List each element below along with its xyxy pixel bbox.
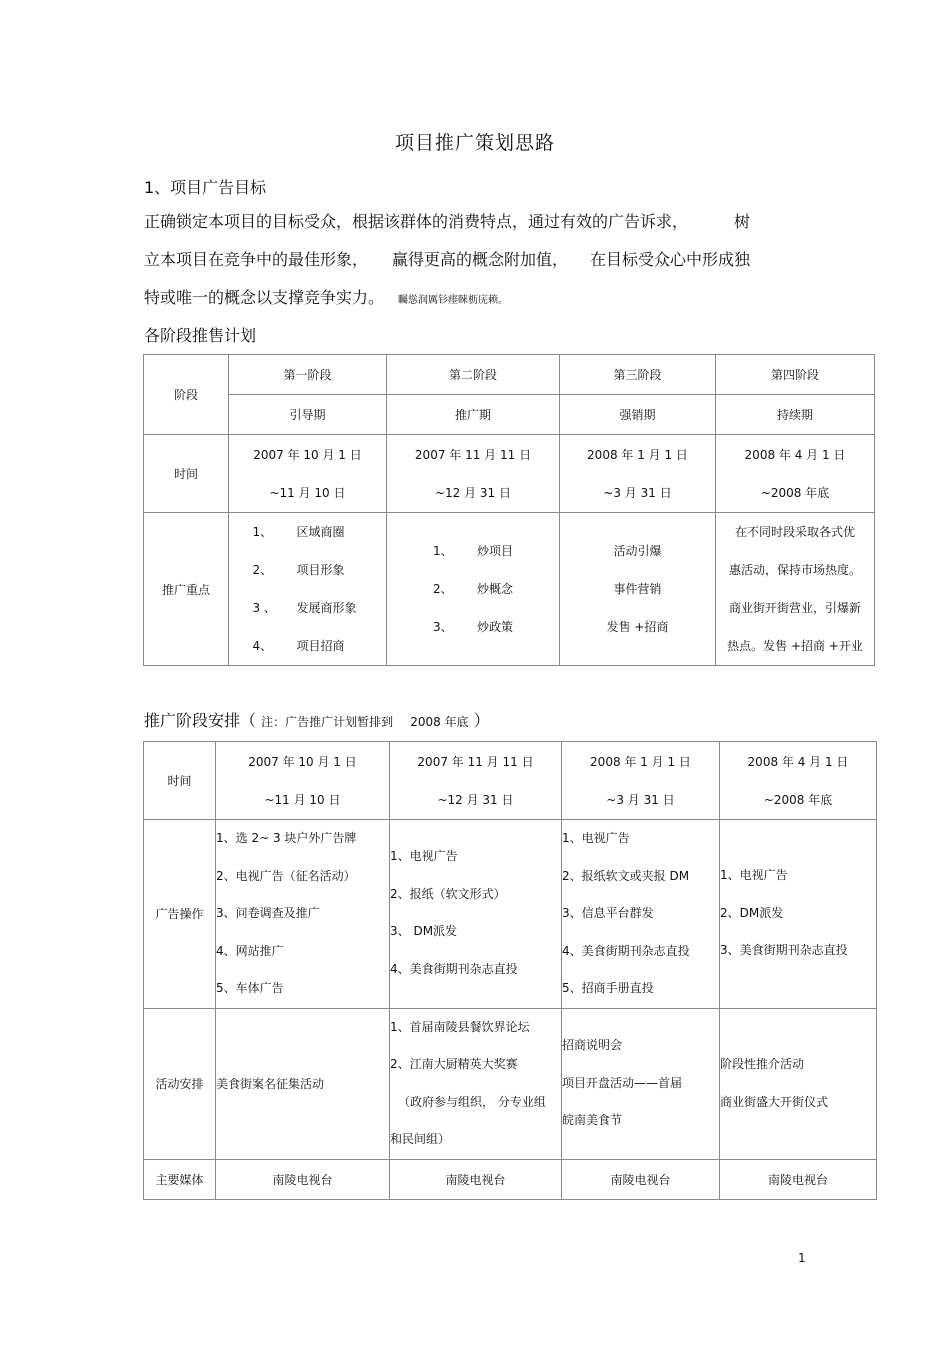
time-cell: 2007 年 11 月 11 日 ~12 月 31 日 [390, 742, 562, 820]
promotion-schedule-heading: 推广阶段安排（ 注：广告推广计划暂排到 2008 年底 ） [144, 711, 490, 730]
activity-cell: 阶段性推介活动 商业街盛大开街仪式 [720, 1008, 877, 1159]
ads-cell: 1、电视广告 2、报纸（软文形式） 3、 DM派发 4、美食街期刊杂志直投 [390, 820, 562, 1009]
table-row [144, 1159, 877, 1199]
time-cell: 2008 年 4 月 1 日 ~2008 年底 [720, 742, 877, 820]
promotion-schedule-table [143, 741, 877, 1200]
table-row [144, 820, 877, 1009]
focus-cell: 1、 炒项目 2、 炒概念 3、 炒政策 [387, 513, 560, 666]
paragraph-line: 立本项目在竞争中的最佳形象， 赢得更高的概念附加值， 在目标受众心中形成独 [144, 250, 751, 269]
time-cell: 2008 年 1 月 1 日 ~3 月 31 日 [560, 435, 716, 513]
table-row [144, 742, 877, 820]
section-heading-ad-goal: 1、项目广告目标 [144, 178, 267, 197]
table-row [144, 435, 875, 513]
paragraph-line: 特或唯一的概念以支撑竞争实力。 矚慫润厲钐瘗睞枥庑赖。 [144, 288, 509, 307]
table-row [144, 1008, 877, 1159]
activity-cell: 招商说明会 项目开盘活动——首届 皖南美食节 [562, 1008, 720, 1159]
period-cell: 持续期 [716, 395, 875, 435]
stage-cell: 第三阶段 [560, 355, 716, 395]
media-cell: 南陵电视台 [720, 1159, 877, 1199]
row-label-stage: 阶段 [144, 355, 229, 435]
table-row [144, 395, 875, 435]
ads-cell: 1、选 2~ 3 块户外广告牌 2、电视广告（征名活动） 3、问卷调查及推广 4、网站推广 5、车体广告 [216, 820, 390, 1009]
stage-cell: 第一阶段 [229, 355, 387, 395]
ads-cell: 1、电视广告 2、DM派发 3、美食街期刊杂志直投 [720, 820, 877, 1009]
focus-cell: 在不同时段采取各式优 惠活动，保持市场热度。 商业街开街营业，引爆新 热点。发售 +招商 +开业 [716, 513, 875, 666]
time-cell: 2008 年 1 月 1 日 ~3 月 31 日 [562, 742, 720, 820]
activity-cell: 1、首届南陵县餐饮界论坛 2、江南大厨精英大奖赛 （政府参与组织， 分专业组 和民间组） [390, 1008, 562, 1159]
time-cell: 2008 年 4 月 1 日 ~2008 年底 [716, 435, 875, 513]
period-cell: 引导期 [229, 395, 387, 435]
row-label-ads: 广告操作 [144, 820, 216, 1009]
ads-cell: 1、电视广告 2、报纸软文或夹报 DM 3、信息平台群发 4、美食街期刊杂志直投 5、招商手册直投 [562, 820, 720, 1009]
row-label-focus: 推广重点 [144, 513, 229, 666]
media-cell: 南陵电视台 [390, 1159, 562, 1199]
sales-plan-heading: 各阶段推售计划 [144, 326, 257, 345]
activity-cell: 美食街案名征集活动 [216, 1008, 390, 1159]
row-label-time: 时间 [144, 742, 216, 820]
stage-cell: 第四阶段 [716, 355, 875, 395]
period-cell: 强销期 [560, 395, 716, 435]
period-cell: 推广期 [387, 395, 560, 435]
stage-cell: 第二阶段 [387, 355, 560, 395]
ad-goal-paragraph [144, 206, 824, 320]
paragraph-line: 正确锁定本项目的目标受众，根据该群体的消费特点，通过有效的广告诉求， 树 [144, 212, 751, 231]
focus-cell: 活动引爆 事件营销 发售 +招商 [560, 513, 716, 666]
time-cell: 2007 年 10 月 1 日 ~11 月 10 日 [229, 435, 387, 513]
row-label-media: 主要媒体 [144, 1159, 216, 1199]
page-number: 1 [798, 1251, 806, 1265]
table-row [144, 355, 875, 395]
garbled-text: 矚慫润厲钐瘗睞枥庑赖。 [398, 295, 509, 306]
table-row [144, 513, 875, 666]
sales-plan-table [143, 354, 875, 666]
media-cell: 南陵电视台 [562, 1159, 720, 1199]
row-label-time: 时间 [144, 435, 229, 513]
time-cell: 2007 年 10 月 1 日 ~11 月 10 日 [216, 742, 390, 820]
row-label-activities: 活动安排 [144, 1008, 216, 1159]
media-cell: 南陵电视台 [216, 1159, 390, 1199]
focus-cell: 1、 区域商圈 2、 项目形象 3 、 发展商形象 4、 项目招商 [229, 513, 387, 666]
time-cell: 2007 年 11 月 11 日 ~12 月 31 日 [387, 435, 560, 513]
page-title: 项目推广策划思路 [394, 132, 555, 154]
